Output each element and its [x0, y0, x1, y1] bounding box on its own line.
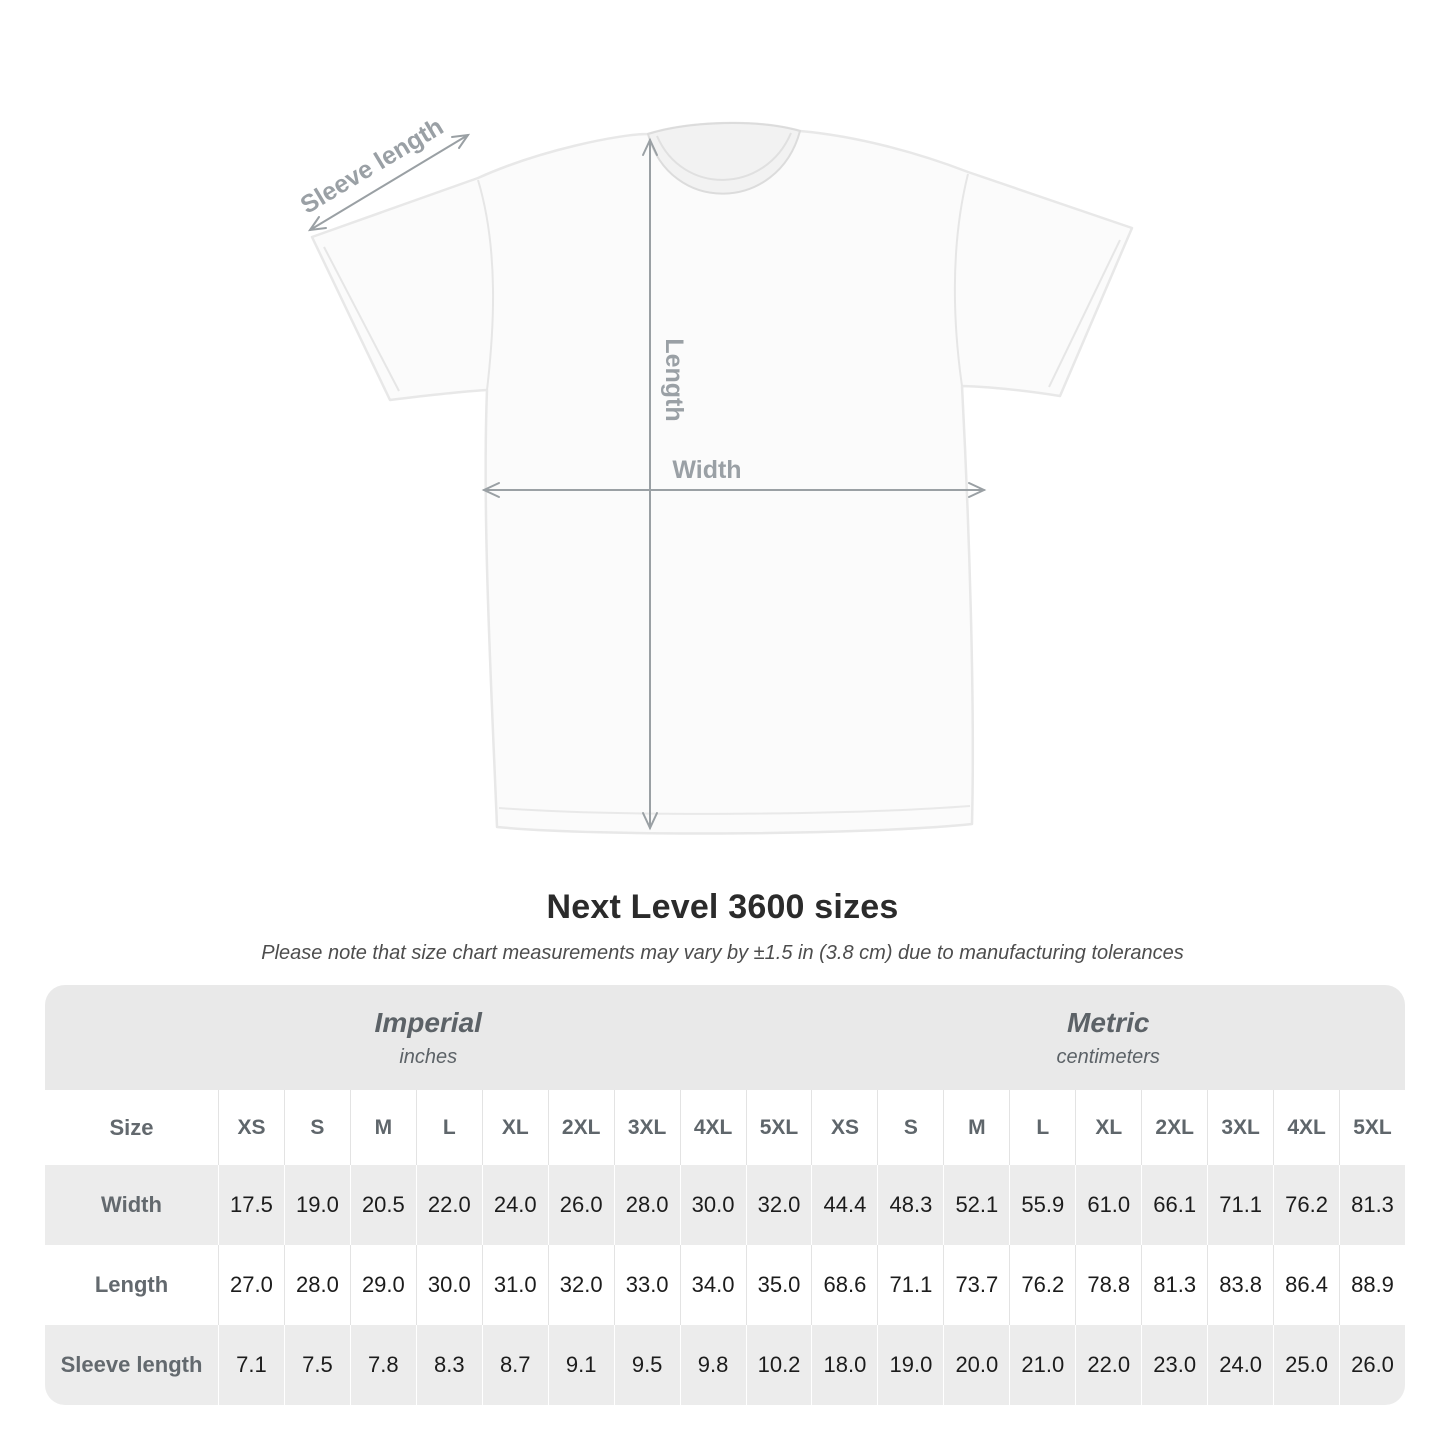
size-column-header: S — [877, 1090, 943, 1165]
width-value-cell: 52.1 — [943, 1165, 1009, 1245]
length-label: Length — [660, 338, 688, 422]
size-table — [45, 985, 1405, 1405]
sleeve-length-value-cell: 9.5 — [614, 1325, 680, 1405]
sleeve-length-value-cell: 21.0 — [1009, 1325, 1075, 1405]
metric-group-name: Metric — [1067, 1006, 1150, 1038]
size-column-header: 2XL — [548, 1090, 614, 1165]
length-value-cell: 30.0 — [416, 1245, 482, 1325]
length-value-cell: 73.7 — [943, 1245, 1009, 1325]
length-value-cell: 34.0 — [680, 1245, 746, 1325]
width-value-cell: 26.0 — [548, 1165, 614, 1245]
size-column-header: 3XL — [614, 1090, 680, 1165]
length-value-cell: 29.0 — [350, 1245, 416, 1325]
sleeve-length-value-cell: 20.0 — [943, 1325, 1009, 1405]
length-value-cell: 76.2 — [1009, 1245, 1075, 1325]
sleeve-length-value-cell: 10.2 — [746, 1325, 812, 1405]
sleeve-length-value-cell: 23.0 — [1141, 1325, 1207, 1405]
length-value-cell: 81.3 — [1141, 1245, 1207, 1325]
length-value-cell: 83.8 — [1207, 1245, 1273, 1325]
sleeve-length-value-cell: 25.0 — [1273, 1325, 1339, 1405]
width-value-cell: 55.9 — [1009, 1165, 1075, 1245]
length-value-cell: 86.4 — [1273, 1245, 1339, 1325]
length-row-header: Length — [45, 1245, 218, 1325]
sleeve-length-value-cell: 9.1 — [548, 1325, 614, 1405]
length-value-cell: 33.0 — [614, 1245, 680, 1325]
size-column-header: L — [1009, 1090, 1075, 1165]
sleeve-length-value-cell: 24.0 — [1207, 1325, 1273, 1405]
size-column-header: L — [416, 1090, 482, 1165]
length-value-cell: 31.0 — [482, 1245, 548, 1325]
width-value-cell: 81.3 — [1339, 1165, 1405, 1245]
length-value-cell: 27.0 — [218, 1245, 284, 1325]
size-column-header: 4XL — [1273, 1090, 1339, 1165]
sleeve-length-value-cell: 7.8 — [350, 1325, 416, 1405]
width-value-cell: 24.0 — [482, 1165, 548, 1245]
width-value-cell: 28.0 — [614, 1165, 680, 1245]
width-value-cell: 17.5 — [218, 1165, 284, 1245]
width-value-cell: 76.2 — [1273, 1165, 1339, 1245]
size-column-header: 3XL — [1207, 1090, 1273, 1165]
size-row-header: Size — [45, 1090, 218, 1165]
width-value-cell: 20.5 — [350, 1165, 416, 1245]
length-value-cell: 32.0 — [548, 1245, 614, 1325]
length-value-cell: 28.0 — [284, 1245, 350, 1325]
sleeve-length-label: Sleeve length — [295, 112, 449, 220]
size-column-header: XL — [1075, 1090, 1141, 1165]
length-value-cell: 71.1 — [877, 1245, 943, 1325]
width-value-cell: 61.0 — [1075, 1165, 1141, 1245]
size-column-header: 5XL — [1339, 1090, 1405, 1165]
length-value-cell: 88.9 — [1339, 1245, 1405, 1325]
sleeve-length-value-cell: 26.0 — [1339, 1325, 1405, 1405]
sleeve-length-value-cell: 7.1 — [218, 1325, 284, 1405]
sleeve-length-value-cell: 19.0 — [877, 1325, 943, 1405]
width-value-cell: 44.4 — [811, 1165, 877, 1245]
page-title: Next Level 3600 sizes — [546, 888, 899, 926]
sleeve-length-row-header: Sleeve length — [45, 1325, 218, 1405]
tolerance-note: Please note that size chart measurements may vary by ±1.5 in (3.8 cm) due to manufacturing tolerances — [261, 942, 1184, 964]
size-column-header: M — [943, 1090, 1009, 1165]
size-column-header: XL — [482, 1090, 548, 1165]
width-value-cell: 22.0 — [416, 1165, 482, 1245]
sleeve-length-value-cell: 7.5 — [284, 1325, 350, 1405]
width-value-cell: 66.1 — [1141, 1165, 1207, 1245]
sleeve-length-value-cell: 22.0 — [1075, 1325, 1141, 1405]
size-column-header: XS — [218, 1090, 284, 1165]
width-label: Width — [672, 456, 742, 484]
sleeve-length-value-cell: 9.8 — [680, 1325, 746, 1405]
size-column-header: M — [350, 1090, 416, 1165]
sleeve-length-value-cell: 18.0 — [811, 1325, 877, 1405]
size-column-header: 4XL — [680, 1090, 746, 1165]
size-column-header: 5XL — [746, 1090, 812, 1165]
width-value-cell: 19.0 — [284, 1165, 350, 1245]
width-value-cell: 48.3 — [877, 1165, 943, 1245]
length-value-cell: 78.8 — [1075, 1245, 1141, 1325]
length-value-cell: 68.6 — [811, 1245, 877, 1325]
metric-group-unit: centimeters — [1056, 1045, 1160, 1068]
size-column-header: S — [284, 1090, 350, 1165]
width-value-cell: 32.0 — [746, 1165, 812, 1245]
size-column-header: 2XL — [1141, 1090, 1207, 1165]
imperial-group-header — [45, 985, 811, 1090]
metric-group-header — [811, 985, 1405, 1090]
width-value-cell: 30.0 — [680, 1165, 746, 1245]
width-value-cell: 71.1 — [1207, 1165, 1273, 1245]
imperial-group-unit: inches — [399, 1045, 458, 1068]
sleeve-length-value-cell: 8.3 — [416, 1325, 482, 1405]
size-column-header: XS — [811, 1090, 877, 1165]
sleeve-length-value-cell: 8.7 — [482, 1325, 548, 1405]
imperial-group-name: Imperial — [374, 1006, 482, 1038]
length-value-cell: 35.0 — [746, 1245, 812, 1325]
width-row-header: Width — [45, 1165, 218, 1245]
